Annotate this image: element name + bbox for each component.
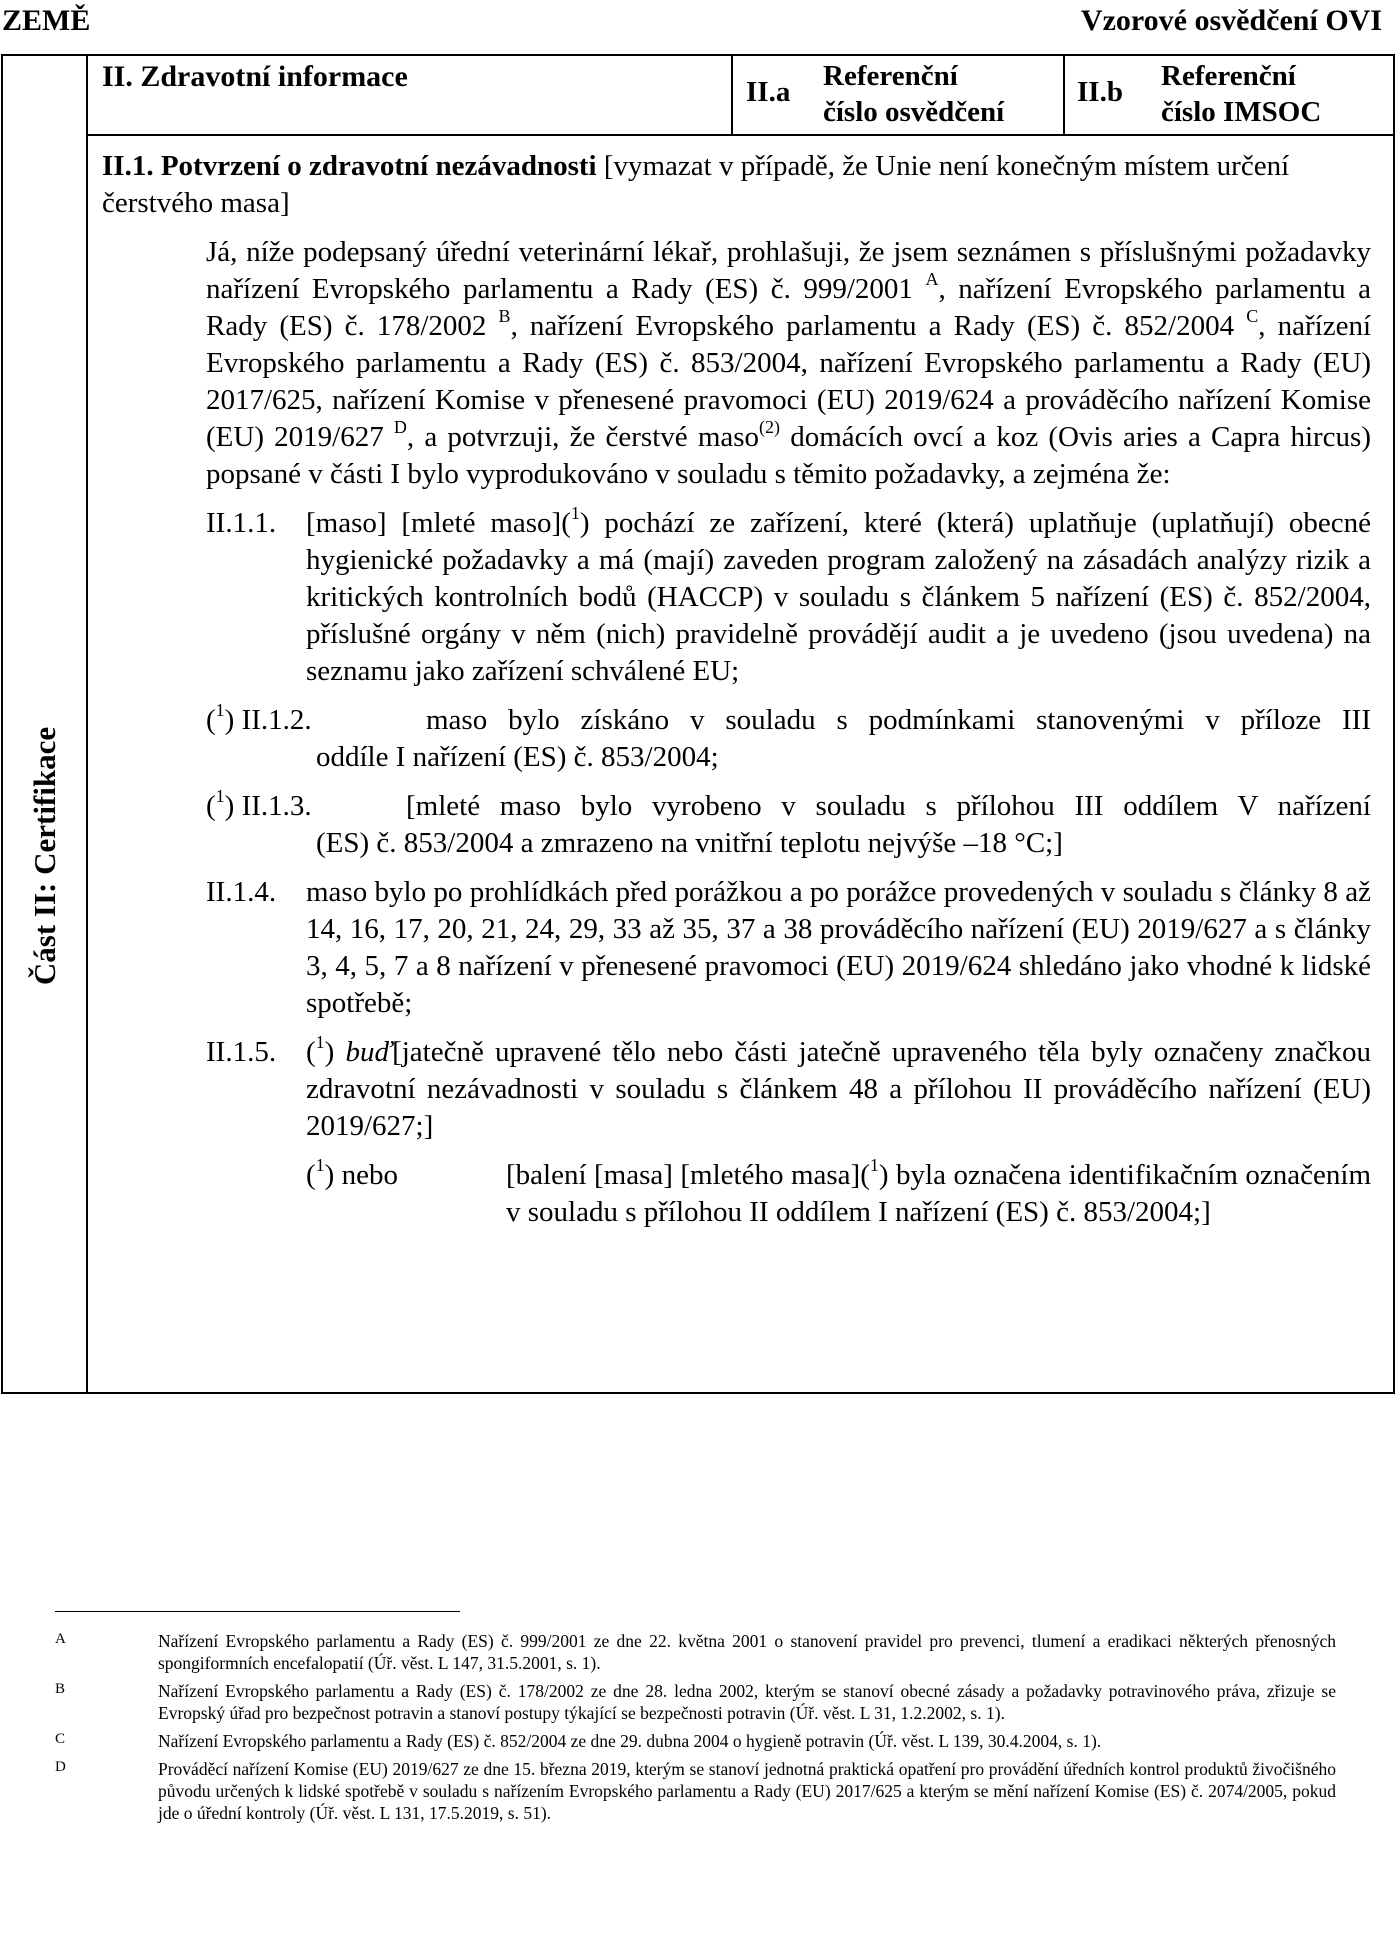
item-text: maso bylo po prohlídkách před porážkou a po porážce provedených v souladu s články 8 až 14, 16, 17, 20, 21, 24, 29, 33 až 35, 37 a 38 prováděcího nařízení (EU) 2019/627 a s články 3, 4, 5, 7 a 8 nařízení v přenesené pravomoci (EU) 2019/624 shledáno jako vhodné k lidské spotřebě; xyxy=(306,876,1371,1019)
footnote-ref-d: D xyxy=(393,417,407,438)
or-word: ) nebo xyxy=(324,1159,398,1191)
reference-label-a xyxy=(823,58,1004,130)
footnote-d xyxy=(55,1758,1336,1824)
item-line xyxy=(206,788,1371,825)
item-text-part: [maso] [mleté maso]( xyxy=(306,507,571,539)
page-header xyxy=(2,2,1382,42)
certificate-table xyxy=(1,54,1395,1394)
footnote-text: Nařízení Evropského parlamentu a Rady (ES) č. 852/2004 ze dne 29. dubna 2004 o hygieně potravin (Úř. věst. L 139, 30.4.2004, s. 1). xyxy=(158,1731,1102,1751)
either-word: buď xyxy=(345,1036,393,1068)
footnote-ref-1: 1 xyxy=(570,503,580,524)
item-ii-1-5-alternative xyxy=(306,1157,1371,1231)
footnote-ref-2: (2) xyxy=(759,417,781,438)
footnote-ref-1: 1 xyxy=(215,786,225,807)
item-line xyxy=(206,702,1371,739)
footnotes xyxy=(55,1630,1336,1830)
item-number: II.1.5. xyxy=(206,1036,277,1068)
section-title xyxy=(102,148,1371,222)
reference-label-b-line1: Referenční xyxy=(1161,60,1296,92)
intro-text-1: Já, níže podepsaný úřední veterinární lékař, prohlašuji, že jsem seznámen s příslušnými požadavky nařízení Evropského parlamentu a Rady (ES) č. 999/2001 xyxy=(206,236,1371,305)
intro-text-3: , nařízení Evropského parlamentu a Rady (ES) č. 852/2004 xyxy=(510,310,1247,342)
section-number: II.1. xyxy=(102,150,154,182)
item-text: maso bylo získáno v souladu s podmínkami stanovenými v příloze III xyxy=(426,704,1371,736)
intro-text-5: , a potvrzuji, že čerstvé maso xyxy=(406,421,760,453)
reference-code-b: II.b xyxy=(1077,76,1123,108)
paren-open: ( xyxy=(306,1159,316,1191)
footnote-mark: B xyxy=(55,1681,66,1697)
item-ii-1-2 xyxy=(206,702,1371,776)
certificate-model-label: Vzorové osvědčení OVI xyxy=(1080,4,1382,37)
item-text-continuation: (ES) č. 853/2004 a zmrazeno na vnitřní teplotu nejvýše –18 °C;] xyxy=(316,827,1063,859)
content-area xyxy=(88,56,1393,1392)
intro-text-2: , nařízení Evropského parlamentu a Rady (ES) č. 178/2002 xyxy=(206,273,1371,342)
reference-label-a-line2: číslo osvědčení xyxy=(823,96,1005,128)
reference-label-b-line2: číslo IMSOC xyxy=(1161,96,1322,128)
declaration-paragraph xyxy=(206,234,1371,493)
item-text-continuation: oddíle I nařízení (ES) č. 853/2004; xyxy=(316,741,719,773)
footnote-ref-1: 1 xyxy=(315,1155,325,1176)
certificate-body xyxy=(102,148,1371,1231)
footnote-b xyxy=(55,1680,1336,1724)
alternative-prefix xyxy=(306,1157,506,1231)
reference-cell-a xyxy=(731,56,1063,134)
reference-code-a: II.a xyxy=(746,76,791,108)
item-text-part: ) pochází ze zařízení, které (která) uplatňuje (uplatňují) obecné hygienické požadavky a má (mají) zaveden program založený na zásadách analýzy rizik a kritických kontrolních bodů (HACCP) v souladu s článkem 5 nařízení (ES) č. 852/2004, příslušné orgány v něm (nich) pravidelně provádějí audit a je uvedeno (jsou uvedena) na seznamu jako zařízení schválené EU; xyxy=(306,507,1371,687)
reference-label-b xyxy=(1161,58,1321,130)
country-label: ZEMĚ xyxy=(2,4,91,37)
footnote-ref-1: 1 xyxy=(215,700,225,721)
section-note: [vymazat v případě, že Unie není konečným místem určení čerstvého masa] xyxy=(102,150,1290,219)
item-number: II.1.1. xyxy=(206,507,277,539)
item-ii-1-5 xyxy=(206,1034,1371,1145)
item-ii-1-4 xyxy=(206,874,1371,1022)
footnote-divider xyxy=(55,1611,460,1612)
paren-close: ) xyxy=(324,1036,346,1068)
item-text xyxy=(306,1034,1371,1145)
item-text xyxy=(306,505,1371,690)
item-text-part: ) byla označena identifikačním označením v souladu s přílohou II oddílem I nařízení (ES) č. 853/2004;] xyxy=(506,1159,1371,1228)
item-text: [mleté maso bylo vyrobeno v souladu s přílohou III oddílem V nařízení xyxy=(406,790,1371,822)
footnote-text: Nařízení Evropského parlamentu a Rady (ES) č. 999/2001 ze dne 22. května 2001 o stanovení pravidel pro prevenci, tlumení a eradikaci některých přenosných spongiformních encefalopatií (Úř. věst. L 147, 31.5.2001, s. 1). xyxy=(158,1631,1336,1673)
intro-text-6: domácích ovcí a koz (Ovis aries a Capra hircus) popsané v části I bylo vyprodukováno v souladu s těmito požadavky, a zejména že: xyxy=(206,421,1371,490)
reference-cell-b xyxy=(1063,56,1393,134)
footnote-ref-1: 1 xyxy=(315,1032,325,1053)
paren-open: ( xyxy=(206,704,216,736)
footnote-ref-1: 1 xyxy=(869,1155,879,1176)
footnote-text: Prováděcí nařízení Komise (EU) 2019/627 ze dne 15. března 2019, kterým se stanoví jednotná praktická opatření pro provádění úředních kontrol produktů živočišného původu určených k lidské spotřebě v souladu s nařízením Evropského parlamentu a Rady (EU) 2017/625 a kterým se mění nařízení Komise (ES) č. 2074/2005, pokud jde o úřední kontroly (Úř. věst. L 131, 17.5.2019, s. 51). xyxy=(158,1759,1336,1823)
item-ii-1-1 xyxy=(206,505,1371,690)
footnote-c xyxy=(55,1730,1336,1752)
paren-open: ( xyxy=(306,1036,316,1068)
footnote-mark: C xyxy=(55,1731,66,1747)
header-title: II. Zdravotní informace xyxy=(102,60,408,93)
item-number xyxy=(206,702,426,739)
footnote-mark: D xyxy=(55,1759,66,1775)
item-text-part: [jatečně upravené tělo nebo části jatečně upraveného těla byly označeny značkou zdravotní nezávadnosti v souladu s článkem 48 a přílohou II prováděcího nařízení (EU) 2019/627;] xyxy=(306,1036,1371,1142)
section-heading: Potvrzení o zdravotní nezávadnosti xyxy=(160,150,597,182)
footnote-ref-c: C xyxy=(1246,306,1259,327)
alternative-text xyxy=(506,1157,1371,1231)
intro-text-4: , nařízení Evropského parlamentu a Rady (ES) č. 853/2004, nařízení Evropského parlamentu a Rady (EU) 2017/625, nařízení Komise v přenesené pravomoci (EU) 2019/624 a prováděcího nařízení Komise (EU) 2019/627 xyxy=(206,310,1371,453)
paren-open: ( xyxy=(206,790,216,822)
item-text-part: [balení [masa] [mletého masa]( xyxy=(506,1159,870,1191)
item-number: II.1.4. xyxy=(206,876,277,908)
footnote-mark: A xyxy=(55,1631,66,1647)
item-number-text: ) II.1.3. xyxy=(224,790,312,822)
item-ii-1-3 xyxy=(206,788,1371,862)
reference-label-a-line1: Referenční xyxy=(823,60,958,92)
side-label: Část II: Certifikace xyxy=(27,726,62,986)
item-number xyxy=(206,788,406,825)
footnote-ref-b: B xyxy=(498,306,511,327)
header-row xyxy=(88,56,1393,136)
footnote-text: Nařízení Evropského parlamentu a Rady (ES) č. 178/2002 ze dne 28. ledna 2002, kterým se stanoví obecné zásady a požadavky potravinového práva, zřizuje se Evropský úřad pro bezpečnost potravin a stanoví postupy týkající se bezpečnosti potravin (Úř. věst. L 31, 1.2.2002, s. 1). xyxy=(158,1681,1336,1723)
item-number-text: ) II.1.2. xyxy=(224,704,312,736)
item-line xyxy=(306,1157,1371,1231)
side-column xyxy=(3,56,88,1392)
footnote-ref-a: A xyxy=(925,269,939,290)
footnote-a xyxy=(55,1630,1336,1674)
